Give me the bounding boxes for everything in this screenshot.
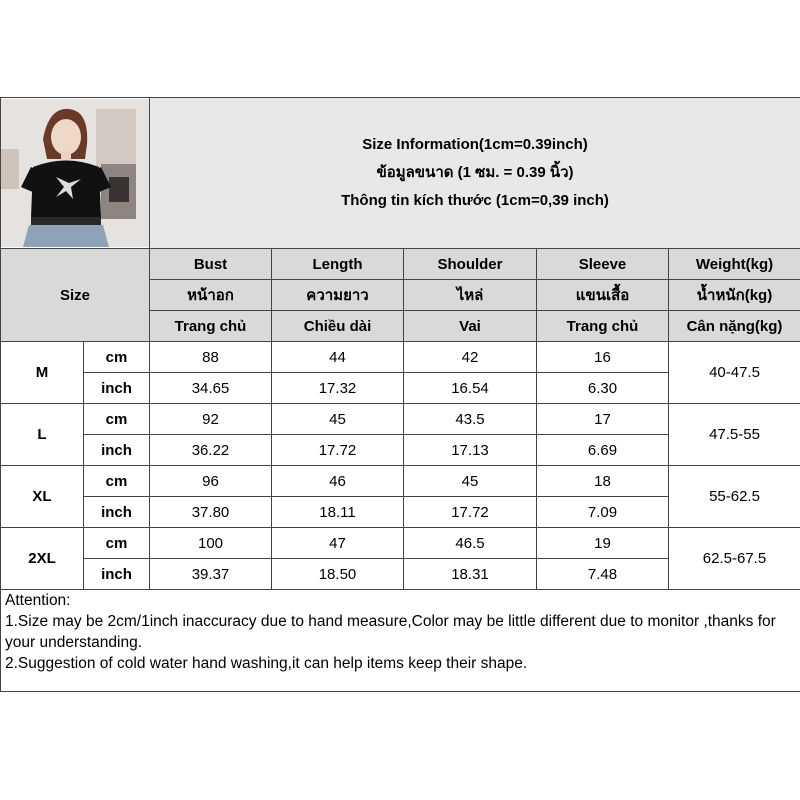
- table-cell: 47: [272, 528, 404, 559]
- table-cell: 19: [537, 528, 669, 559]
- table-cell: 46: [272, 466, 404, 497]
- table-cell: 18.11: [272, 497, 404, 528]
- table-cell: 17.72: [272, 435, 404, 466]
- header-bust-vi: Trang chủ: [150, 311, 272, 342]
- size-header: Size: [1, 249, 150, 342]
- table-cell: 100: [150, 528, 272, 559]
- header-shoulder-th: ไหล่: [404, 280, 537, 311]
- size-info-title: [150, 98, 800, 249]
- product-photo-cell: [1, 98, 150, 249]
- size-2xl: 2XL: [1, 528, 84, 590]
- header-weight-vi: Cân nặng(kg): [669, 311, 800, 342]
- table-cell: 17.13: [404, 435, 537, 466]
- size-m: M: [1, 342, 84, 404]
- unit-inch: inch: [84, 435, 150, 466]
- weight-cell: 55-62.5: [669, 466, 800, 528]
- table-cell: 43.5: [404, 404, 537, 435]
- table-cell: 92: [150, 404, 272, 435]
- table-cell: 39.37: [150, 559, 272, 590]
- table-cell: 88: [150, 342, 272, 373]
- table-cell: 16.54: [404, 373, 537, 404]
- table-cell: 7.48: [537, 559, 669, 590]
- unit-inch: inch: [84, 559, 150, 590]
- unit-cm: cm: [84, 404, 150, 435]
- size-chart: [0, 97, 800, 700]
- table-cell: 34.65: [150, 373, 272, 404]
- title-line-th: ข้อมูลขนาด (1 ซม. = 0.39 นิ้ว): [376, 164, 574, 181]
- header-bust-th: หน้าอก: [150, 280, 272, 311]
- header-shoulder-en: Shoulder: [404, 249, 537, 280]
- table-cell: 18: [537, 466, 669, 497]
- header-length-vi: Chiều dài: [272, 311, 404, 342]
- table-cell: 17.32: [272, 373, 404, 404]
- table-cell: 46.5: [404, 528, 537, 559]
- title-line-en: Size Information(1cm=0.39inch): [362, 136, 588, 153]
- size-xl: XL: [1, 466, 84, 528]
- unit-inch: inch: [84, 373, 150, 404]
- header-bust-en: Bust: [150, 249, 272, 280]
- header-length-en: Length: [272, 249, 404, 280]
- table-cell: 36.22: [150, 435, 272, 466]
- header-weight-en: Weight(kg): [669, 249, 800, 280]
- unit-cm: cm: [84, 342, 150, 373]
- table-cell: 7.09: [537, 497, 669, 528]
- header-sleeve-vi: Trang chủ: [537, 311, 669, 342]
- table-cell: 17: [537, 404, 669, 435]
- table-cell: 6.69: [537, 435, 669, 466]
- unit-cm: cm: [84, 466, 150, 497]
- size-l: L: [1, 404, 84, 466]
- table-cell: 45: [272, 404, 404, 435]
- table-cell: 44: [272, 342, 404, 373]
- table-cell: 37.80: [150, 497, 272, 528]
- header-sleeve-th: แขนเสื้อ: [537, 280, 669, 311]
- header-shoulder-vi: Vai: [404, 311, 537, 342]
- weight-cell: 40-47.5: [669, 342, 800, 404]
- attention-notes: [1, 590, 800, 692]
- unit-inch: inch: [84, 497, 150, 528]
- table-cell: 42: [404, 342, 537, 373]
- table-cell: 16: [537, 342, 669, 373]
- attention-heading: Attention:: [5, 592, 71, 609]
- header-sleeve-en: Sleeve: [537, 249, 669, 280]
- weight-cell: 47.5-55: [669, 404, 800, 466]
- table-cell: 6.30: [537, 373, 669, 404]
- table-cell: 18.31: [404, 559, 537, 590]
- model-photo-icon: [1, 99, 149, 247]
- title-line-vi: Thông tin kích thước (1cm=0,39 inch): [341, 192, 609, 209]
- table-cell: 17.72: [404, 497, 537, 528]
- table-cell: 18.50: [272, 559, 404, 590]
- attention-note-1: 1.Size may be 2cm/1inch inaccuracy due to hand measure,Color may be little different due to monitor ,thanks for your understanding.: [5, 613, 776, 651]
- header-weight-th: น้ำหนัก(kg): [669, 280, 800, 311]
- size-table: [0, 97, 800, 692]
- attention-note-2: 2.Suggestion of cold water hand washing,it can help items keep their shape.: [5, 655, 528, 672]
- table-cell: 96: [150, 466, 272, 497]
- weight-cell: 62.5-67.5: [669, 528, 800, 590]
- header-length-th: ความยาว: [272, 280, 404, 311]
- table-cell: 45: [404, 466, 537, 497]
- unit-cm: cm: [84, 528, 150, 559]
